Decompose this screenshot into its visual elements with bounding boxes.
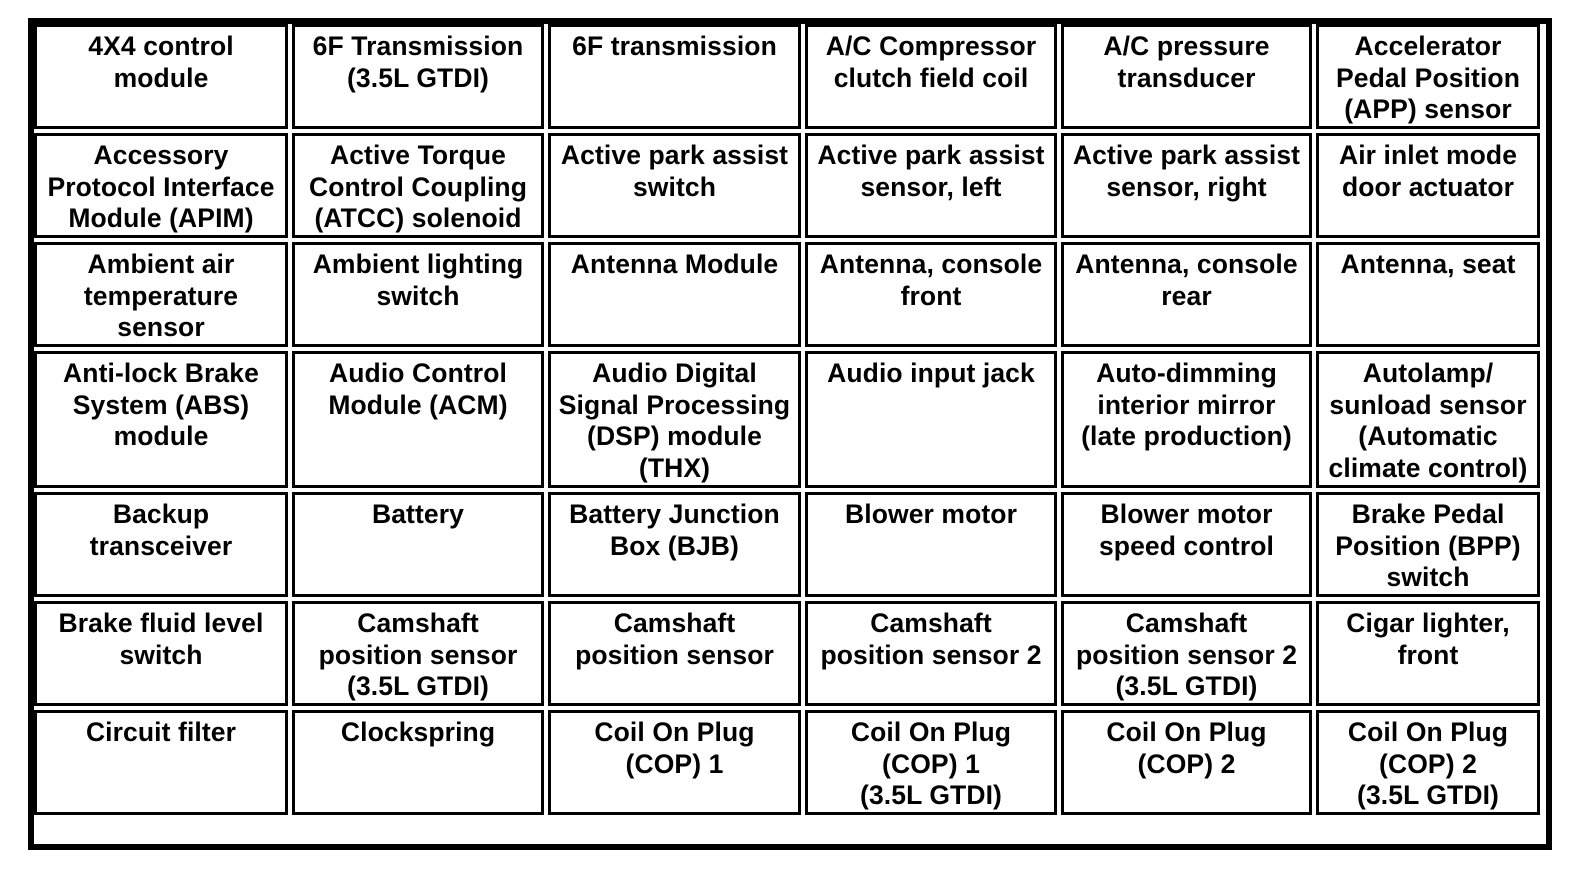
table-cell-r5-c0 (34, 601, 288, 706)
cell-label: A/C pressure transducer (1103, 31, 1270, 93)
table-cell-r3-c0 (34, 351, 288, 488)
table-cell-r4-c1 (292, 492, 544, 597)
cell-label: Coil On Plug (COP) 1 (3.5L GTDI) (850, 717, 1012, 810)
table-cell-r1-c3 (805, 133, 1057, 238)
cell-label: Cigar lighter, front (1346, 608, 1510, 670)
table-cell-r1-c2 (548, 133, 801, 238)
table-cell-r4-c5 (1316, 492, 1540, 597)
table-cell-r3-c2 (548, 351, 801, 488)
cell-label: Clockspring (340, 717, 496, 747)
cell-label: Autolamp/ sunload sensor (Automatic climate control) (1328, 358, 1528, 483)
table-cell-r4-c3 (805, 492, 1057, 597)
cell-label: Coil On Plug (COP) 2 (3.5L GTDI) (1347, 717, 1509, 810)
cell-label: Camshaft position sensor 2 (820, 608, 1042, 670)
table-cell-r6-c1 (292, 710, 544, 815)
cell-label: Ambient lighting switch (312, 249, 524, 311)
cell-label: Circuit filter (85, 717, 237, 747)
component-grid (34, 24, 1546, 844)
cell-label: Camshaft position sensor (575, 608, 774, 670)
cell-label: Battery Junction Box (BJB) (569, 499, 780, 561)
table-cell-r6-c3 (805, 710, 1057, 815)
cell-label: Audio input jack (827, 358, 1035, 388)
table-cell-r4-c2 (548, 492, 801, 597)
table-cell-r0-c5 (1316, 24, 1540, 129)
cell-label: Audio Digital Signal Processing (DSP) module (THX) (558, 358, 791, 483)
cell-label: Auto-dimming interior mirror (late production) (1081, 358, 1292, 451)
cell-label: Ambient air temperature sensor (83, 249, 239, 342)
cell-label: 6F transmission (572, 31, 777, 61)
cell-label: Battery (371, 499, 464, 529)
cell-label: Antenna, console rear (1075, 249, 1298, 311)
table-cell-r6-c5 (1316, 710, 1540, 815)
table-cell-r3-c5 (1316, 351, 1540, 488)
cell-label: Accessory Protocol Interface Module (APIM) (47, 140, 275, 233)
table-cell-r5-c4 (1061, 601, 1312, 706)
cell-label: Active park assist switch (560, 140, 789, 202)
table-cell-r4-c4 (1061, 492, 1312, 597)
table-cell-r5-c3 (805, 601, 1057, 706)
cell-label: Camshaft position sensor 2 (3.5L GTDI) (1075, 608, 1298, 701)
table-cell-r2-c2 (548, 242, 801, 347)
cell-label: Antenna Module (570, 249, 779, 279)
table-cell-r1-c1 (292, 133, 544, 238)
table-cell-r6-c2 (548, 710, 801, 815)
table-cell-r2-c5 (1316, 242, 1540, 347)
table-cell-r2-c1 (292, 242, 544, 347)
cell-label: Camshaft position sensor (3.5L GTDI) (318, 608, 518, 701)
cell-label: Accelerator Pedal Position (APP) sensor (1336, 31, 1520, 124)
table-cell-r3-c3 (805, 351, 1057, 488)
table-cell-r0-c4 (1061, 24, 1312, 129)
table-cell-r5-c2 (548, 601, 801, 706)
table-cell-r3-c1 (292, 351, 544, 488)
cell-label: Brake fluid level switch (58, 608, 264, 670)
table-cell-r0-c2 (548, 24, 801, 129)
cell-label: Backup transceiver (89, 499, 233, 561)
cell-label: Active park assist sensor, right (1072, 140, 1301, 202)
table-cell-r6-c4 (1061, 710, 1312, 815)
cell-label: Blower motor (845, 499, 1017, 529)
cell-label: Coil On Plug (COP) 2 (1106, 717, 1267, 779)
table-cell-r0-c1 (292, 24, 544, 129)
cell-label: Air inlet mode door actuator (1338, 140, 1518, 202)
table-cell-r2-c4 (1061, 242, 1312, 347)
cell-label: Blower motor speed control (1098, 499, 1275, 561)
table-cell-r6-c0 (34, 710, 288, 815)
cell-label: Antenna, console front (819, 249, 1043, 311)
cell-label: A/C Compressor clutch field coil (825, 31, 1037, 93)
table-cell-r0-c0 (34, 24, 288, 129)
cell-label: 4X4 control module (88, 31, 234, 93)
cell-label: Audio Control Module (ACM) (328, 358, 508, 420)
cell-label: Brake Pedal Position (BPP) switch (1335, 499, 1521, 592)
table-cell-r4-c0 (34, 492, 288, 597)
table-cell-r2-c3 (805, 242, 1057, 347)
component-table (28, 18, 1552, 850)
cell-label: Active park assist sensor, left (817, 140, 1045, 202)
table-cell-r0-c3 (805, 24, 1057, 129)
table-cell-r5-c5 (1316, 601, 1540, 706)
cell-label: Active Torque Control Coupling (ATCC) solenoid (309, 140, 527, 233)
cell-label: Coil On Plug (COP) 1 (594, 717, 755, 779)
table-cell-r1-c5 (1316, 133, 1540, 238)
cell-label: Anti-lock Brake System (ABS) module (63, 358, 259, 451)
cell-label: 6F Transmission (3.5L GTDI) (312, 31, 524, 93)
table-cell-r1-c4 (1061, 133, 1312, 238)
table-cell-r3-c4 (1061, 351, 1312, 488)
table-cell-r2-c0 (34, 242, 288, 347)
table-cell-r1-c0 (34, 133, 288, 238)
cell-label: Antenna, seat (1340, 249, 1516, 279)
table-cell-r5-c1 (292, 601, 544, 706)
